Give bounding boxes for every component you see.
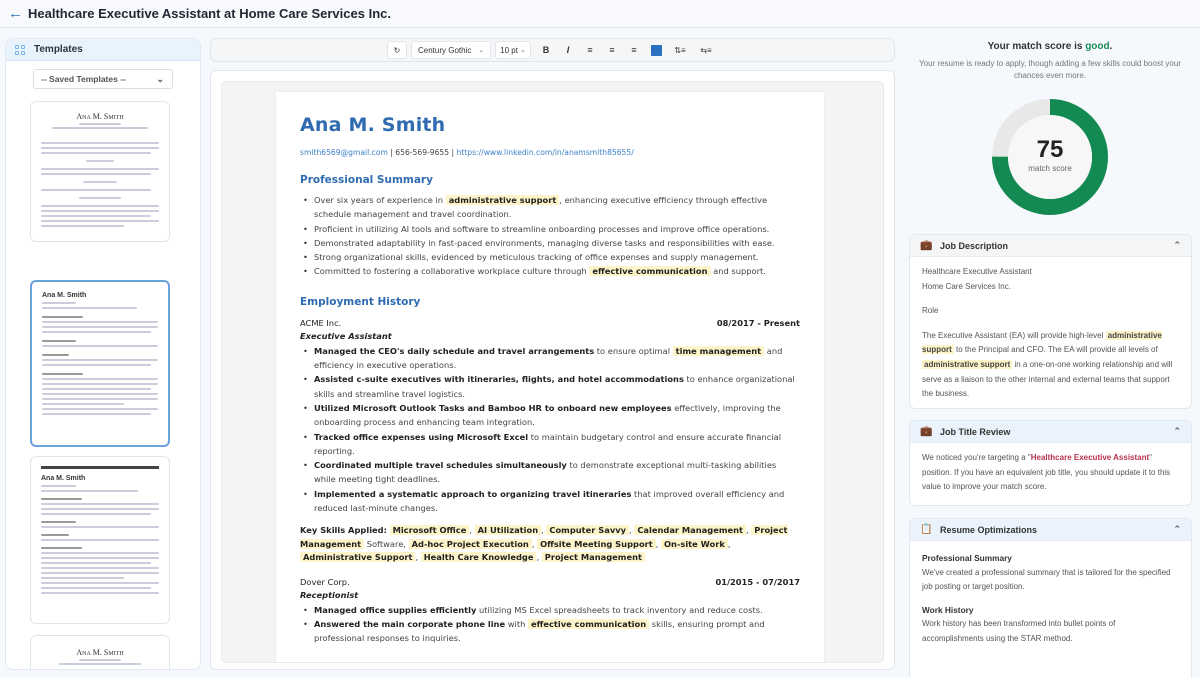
job-bullet[interactable]: • Managed the CEO's daily schedule and travel arrangements to ensure optimal time management and efficiency in executive operations. <box>300 344 800 373</box>
briefcase-icon: 💼 <box>920 426 933 437</box>
thumb-name: Ana M. Smith <box>76 648 124 657</box>
text-color-button[interactable] <box>645 41 667 59</box>
summary-item[interactable]: • Over six years of experience in administrative support , enhancing executive efficiency through effective schedule management and travel coordination. <box>300 193 800 222</box>
job-role: Executive Assistant <box>300 330 392 341</box>
reset-button[interactable] <box>387 41 407 59</box>
summary-item[interactable]: • Demonstrated adaptability in fast-paced environments, managing diverse tasks and responsibilities with ease. <box>300 236 800 250</box>
score-rating: good <box>1085 41 1110 52</box>
job-dates: 01/2015 - 07/2017 <box>715 576 800 587</box>
score-value: 75 <box>1036 136 1064 163</box>
editor-canvas[interactable] <box>221 81 884 663</box>
font-value: Century Gothic <box>418 45 472 55</box>
thumb-name: Ana M. Smith <box>76 112 124 121</box>
job-header <box>300 318 800 328</box>
bold-button[interactable]: B <box>542 45 550 55</box>
template-thumbnail-4[interactable] <box>30 635 170 670</box>
color-swatch <box>651 45 662 56</box>
resume-optimizations-header[interactable]: 📋 Resume Optimizations ⌃ <box>910 519 1191 541</box>
thumb-name: Ana M. Smith <box>42 292 87 299</box>
chevron-up-icon[interactable]: ⌃ <box>1173 524 1181 534</box>
summary-item[interactable]: • Committed to fostering a collaborative workplace culture through effective communication and support. <box>300 264 800 278</box>
score-heading: Your match score is good. <box>987 41 1113 52</box>
job-bullet[interactable]: • Coordinated multiple travel schedules simultaneously to demonstrate exceptional multi-tasking abilities while meeting tight deadlines. <box>300 458 800 487</box>
templates-header <box>6 39 200 61</box>
job-title-review-header[interactable]: 💼 Job Title Review ⌃ <box>910 421 1191 443</box>
chevron-up-icon[interactable]: ⌃ <box>1173 240 1181 250</box>
company: Dover Corp. <box>300 576 350 587</box>
font-size-value: 10 pt <box>500 45 518 55</box>
rotate-ccw-icon: ↻ <box>393 45 401 55</box>
grid-icon <box>15 45 25 55</box>
job-bullet[interactable]: • Implemented a systematic approach to organizing travel itineraries that improved overall efficiency and reduced last-minute changes. <box>300 487 800 516</box>
key-skills[interactable]: Key Skills Applied: Microsoft Office , AI Utilization , Computer Savvy , Calendar Management , Project Management Software, Ad-hoc Project Execution , Offsite Meeting Support , On-site Work , Administrative Support , Health Care Knowledge , Project Management <box>300 525 788 563</box>
job-description-body: Healthcare Executive Assistant Home Care Services Inc. Role The Executive Assistant (EA) will provide high-level administrative support to the Principal and CFO. The EA will provide all levels of administrative support in a one-on-one working relationship and will serve as a liaison to the other internal and external teams that support the business. <box>922 267 1173 399</box>
section-title-employment: Employment History <box>300 295 421 308</box>
templates-title: Templates <box>34 44 83 55</box>
job-bullet[interactable]: • Answered the main corporate phone line with effective communication skills, ensuring prompt and professional responses to inquiries. <box>300 617 800 646</box>
chevron-up-icon[interactable]: ⌃ <box>1173 426 1181 436</box>
job-dates: 08/2017 - Present <box>716 317 800 328</box>
score-label: match score <box>1028 164 1072 173</box>
email-link[interactable]: smith6569@gmail.com <box>300 148 388 157</box>
align-left-icon[interactable]: ≡ <box>587 45 593 55</box>
job-description-header[interactable]: 💼 Job Description ⌃ <box>910 235 1191 257</box>
template-thumbnail-3[interactable] <box>30 456 170 624</box>
contact-line[interactable]: smith6569@gmail.com | 656-569-9655 | https://www.linkedin.com/in/anamsmith85655/ <box>300 148 634 157</box>
linkedin-link[interactable]: https://www.linkedin.com/in/anamsmith85655/ <box>456 148 634 157</box>
font-family-select[interactable] <box>411 41 491 59</box>
saved-templates-dropdown[interactable] <box>33 69 173 89</box>
score-panel <box>905 38 1195 643</box>
job-description-card <box>909 234 1192 409</box>
briefcase-icon: 💼 <box>920 240 933 251</box>
template-thumbnail-2[interactable] <box>30 280 170 447</box>
phone: 656-569-9655 <box>395 148 450 157</box>
templates-panel <box>5 38 201 670</box>
paragraph-spacing-icon[interactable]: ⇆≡ <box>700 45 712 55</box>
resume-optimizations-body: Professional Summary We've created a professional summary that is tailored for the specified job posting or target position. Work History Work history has been transformed into bullet points of accomplishments using the STAR method. <box>922 553 1171 643</box>
job-title-review-body: We noticed you're targeting a "Healthcare Executive Assistant" position. If you have an equivalent job title, you should update it to this value to improve your match score. <box>922 453 1171 492</box>
thumb-name: Ana M. Smith <box>41 475 86 482</box>
summary-item[interactable]: • Strong organizational skills, evidenced by meticulous tracking of office expenses and supply management. <box>300 250 800 264</box>
font-size-select[interactable] <box>495 41 531 59</box>
section-title-summary: Professional Summary <box>300 174 433 186</box>
chevron-down-icon: ⌄ <box>478 47 484 54</box>
job-bullets <box>300 344 800 516</box>
job-header <box>300 577 800 587</box>
company: ACME Inc. <box>300 317 342 328</box>
keyword-highlight: administrative support <box>446 195 560 205</box>
format-toolbar <box>210 38 895 62</box>
resume-optimizations-card <box>909 518 1192 678</box>
target-job-title: Healthcare Executive Assistant <box>1030 453 1150 462</box>
job-bullet[interactable]: • Tracked office expenses using Microsoft Excel to maintain budgetary control and ensure accurate financial reporting. <box>300 430 800 459</box>
summary-list <box>300 193 800 279</box>
chevron-down-icon: ⌄ <box>156 73 164 84</box>
chevron-down-icon: ⌄ <box>519 47 526 54</box>
italic-button[interactable]: I <box>566 45 570 55</box>
resume-page[interactable] <box>276 92 824 663</box>
job-role: Receptionist <box>300 589 359 600</box>
job-title-review-card <box>909 420 1192 506</box>
editor-container <box>210 70 895 670</box>
keyword-highlight: effective communication <box>589 266 710 276</box>
page-title: Healthcare Executive Assistant at Home Care Services Inc. <box>28 6 391 21</box>
clipboard-check-icon: 📋 <box>920 524 933 535</box>
job-bullets <box>300 603 800 646</box>
job-bullet[interactable]: • Assisted c-suite executives with itineraries, flights, and hotel accommodations to enhance organizational skills and streamline travel logistics. <box>300 372 800 401</box>
job-bullet[interactable]: • Utilized Microsoft Outlook Tasks and Bamboo HR to onboard new employees effectively, improving the onboarding process and enhancing team integration. <box>300 401 800 430</box>
top-bar <box>0 0 1200 28</box>
dropdown-value: -- Saved Templates -- <box>41 74 126 84</box>
keyword-highlight: time management <box>673 346 764 356</box>
line-spacing-icon[interactable]: ⇅≡ <box>674 45 686 55</box>
score-subtext: Your resume is ready to apply, though adding a few skills could boost your chances even more. <box>919 59 1181 80</box>
keyword-highlight: effective communication <box>528 619 649 629</box>
align-right-icon[interactable]: ≡ <box>631 45 637 55</box>
summary-item[interactable]: • Proficient in utilizing AI tools and software to streamline onboarding processes and improve office operations. <box>300 222 800 236</box>
back-arrow-icon[interactable]: ← <box>8 5 23 22</box>
resume-name[interactable]: Ana M. Smith <box>300 114 446 136</box>
job-bullet[interactable]: • Managed office supplies efficiently utilizing MS Excel spreadsheets to track inventory and reduce costs. <box>300 603 800 617</box>
template-thumbnail-1[interactable] <box>30 101 170 242</box>
match-score-donut <box>989 96 1111 218</box>
align-center-icon[interactable]: ≡ <box>609 45 615 55</box>
